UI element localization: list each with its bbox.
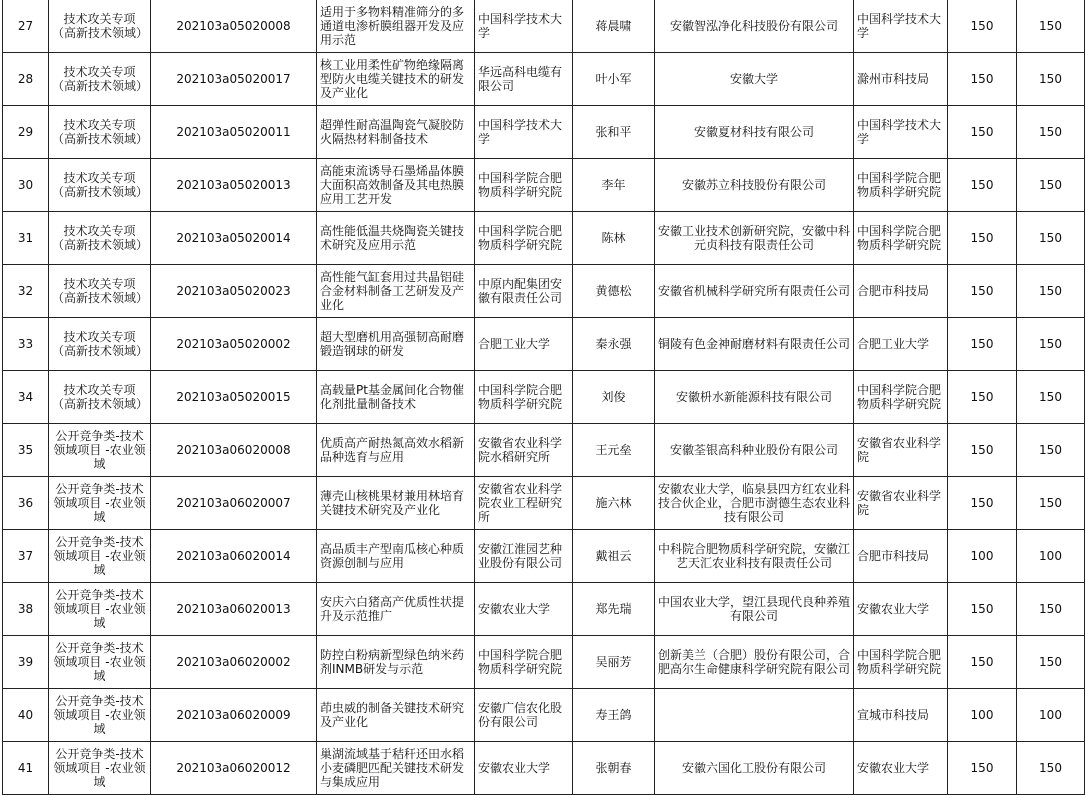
table-row <box>3 212 1085 265</box>
project-leader-cell: 陈林 <box>573 212 655 265</box>
lead-unit-cell: 中国科学院合肥物质科学研究院 <box>475 371 573 424</box>
category-cell: 技术攻关专项 （高新技术领域） <box>49 53 151 106</box>
provincial-funding-cell: 150 <box>1017 477 1085 530</box>
partner-unit-cell: 安徽枡水新能源科技有限公司 <box>655 371 854 424</box>
project-code-cell: 202103a05020013 <box>151 159 317 212</box>
category-cell: 公开竞争类-技术领域项目 -农业领域 <box>49 742 151 795</box>
provincial-funding-cell: 150 <box>1017 371 1085 424</box>
table-row <box>3 53 1085 106</box>
category-cell: 技术攻关专项 （高新技术领域） <box>49 212 151 265</box>
project-code-cell: 202103a06020009 <box>151 689 317 742</box>
project-name-cell: 高载量Pt基金属间化合物催化剂批量制备技术 <box>317 371 475 424</box>
project-leader-cell: 秦永强 <box>573 318 655 371</box>
project-code-cell: 202103a06020013 <box>151 583 317 636</box>
project-name-cell: 适用于多物料精准筛分的多通道电渗析膜组器开发及应用示范 <box>317 0 475 53</box>
recommending-unit-cell: 安徽省农业科学院 <box>854 424 948 477</box>
total-funding-cell: 150 <box>948 265 1017 318</box>
partner-unit-cell: 安徽大学 <box>655 53 854 106</box>
project-code-cell: 202103a05020015 <box>151 371 317 424</box>
table-row <box>3 742 1085 795</box>
category-cell: 公开竞争类-技术领域项目 -农业领域 <box>49 689 151 742</box>
project-name-cell: 高性能气缸套用过共晶铝硅合金材料制备工艺研发及产业化 <box>317 265 475 318</box>
provincial-funding-cell: 150 <box>1017 318 1085 371</box>
project-name-cell: 薄壳山核桃果材兼用林培育关键技术研究及产业化 <box>317 477 475 530</box>
recommending-unit-cell: 中国科学技术大学 <box>854 0 948 53</box>
project-code-cell: 202103a05020017 <box>151 53 317 106</box>
total-funding-cell: 150 <box>948 583 1017 636</box>
total-funding-cell: 100 <box>948 689 1017 742</box>
project-leader-cell: 黄德松 <box>573 265 655 318</box>
category-cell: 技术攻关专项 （高新技术领域） <box>49 265 151 318</box>
recommending-unit-cell: 中国科学院合肥物质科学研究院 <box>854 371 948 424</box>
provincial-funding-cell: 100 <box>1017 689 1085 742</box>
provincial-funding-cell: 150 <box>1017 212 1085 265</box>
provincial-funding-cell: 150 <box>1017 424 1085 477</box>
project-code-cell: 202103a05020014 <box>151 212 317 265</box>
lead-unit-cell: 中国科学院合肥物质科学研究院 <box>475 159 573 212</box>
project-name-cell: 高性能低温共烧陶瓷关键技术研究及应用示范 <box>317 212 475 265</box>
project-code-cell: 202103a06020007 <box>151 477 317 530</box>
table-row <box>3 583 1085 636</box>
partner-unit-cell: 安徽六国化工股份有限公司 <box>655 742 854 795</box>
total-funding-cell: 150 <box>948 159 1017 212</box>
project-leader-cell: 张朝春 <box>573 742 655 795</box>
row-number-cell: 40 <box>3 689 49 742</box>
partner-unit-cell: 安徽工业技术创新研究院，安徽中科元贞科技有限责任公司 <box>655 212 854 265</box>
project-name-cell: 高品质丰产型南瓜核心种质资源创制与应用 <box>317 530 475 583</box>
total-funding-cell: 150 <box>948 106 1017 159</box>
project-code-cell: 202103a05020002 <box>151 318 317 371</box>
lead-unit-cell: 安徽江淮园艺种业股份有限公司 <box>475 530 573 583</box>
project-leader-cell: 张和平 <box>573 106 655 159</box>
project-name-cell: 巢湖流域基于秸秆还田水稻小麦磷肥匹配关键技术研发与集成应用 <box>317 742 475 795</box>
project-leader-cell: 戴祖云 <box>573 530 655 583</box>
lead-unit-cell: 中国科学院合肥物质科学研究院 <box>475 212 573 265</box>
category-cell: 技术攻关专项 （高新技术领域） <box>49 106 151 159</box>
category-cell: 技术攻关专项 （高新技术领域） <box>49 0 151 53</box>
recommending-unit-cell: 中国科学院合肥物质科学研究院 <box>854 636 948 689</box>
project-leader-cell: 蒋晨啸 <box>573 0 655 53</box>
recommending-unit-cell: 中国科学院合肥物质科学研究院 <box>854 159 948 212</box>
recommending-unit-cell: 中国科学技术大学 <box>854 106 948 159</box>
provincial-funding-cell: 150 <box>1017 265 1085 318</box>
provincial-funding-cell: 100 <box>1017 530 1085 583</box>
project-leader-cell: 郑先瑞 <box>573 583 655 636</box>
project-leader-cell: 刘俊 <box>573 371 655 424</box>
category-cell: 公开竞争类-技术领域项目 -农业领域 <box>49 583 151 636</box>
row-number-cell: 32 <box>3 265 49 318</box>
row-number-cell: 39 <box>3 636 49 689</box>
partner-unit-cell: 安徽夏材科技有限公司 <box>655 106 854 159</box>
recommending-unit-cell: 合肥工业大学 <box>854 318 948 371</box>
table-row <box>3 636 1085 689</box>
row-number-cell: 36 <box>3 477 49 530</box>
project-name-cell: 超大型磨机用高强韧高耐磨锻造钢球的研发 <box>317 318 475 371</box>
category-cell: 公开竞争类-技术领域项目 -农业领域 <box>49 424 151 477</box>
row-number-cell: 33 <box>3 318 49 371</box>
project-code-cell: 202103a05020023 <box>151 265 317 318</box>
row-number-cell: 37 <box>3 530 49 583</box>
partner-unit-cell: 安徽智泓净化科技股份有限公司 <box>655 0 854 53</box>
recommending-unit-cell: 安徽农业大学 <box>854 583 948 636</box>
table-row <box>3 371 1085 424</box>
total-funding-cell: 150 <box>948 636 1017 689</box>
project-code-cell: 202103a06020002 <box>151 636 317 689</box>
project-leader-cell: 吴丽芳 <box>573 636 655 689</box>
table-row <box>3 265 1085 318</box>
project-table <box>2 0 1085 795</box>
table-row <box>3 530 1085 583</box>
total-funding-cell: 150 <box>948 318 1017 371</box>
lead-unit-cell: 华远高科电缆有限公司 <box>475 53 573 106</box>
recommending-unit-cell: 合肥市科技局 <box>854 265 948 318</box>
project-code-cell: 202103a05020008 <box>151 0 317 53</box>
table-row <box>3 159 1085 212</box>
category-cell: 公开竞争类-技术领域项目 -农业领域 <box>49 530 151 583</box>
partner-unit-cell <box>655 689 854 742</box>
project-code-cell: 202103a05020011 <box>151 106 317 159</box>
total-funding-cell: 150 <box>948 424 1017 477</box>
row-number-cell: 31 <box>3 212 49 265</box>
provincial-funding-cell: 150 <box>1017 742 1085 795</box>
table-row <box>3 689 1085 742</box>
row-number-cell: 28 <box>3 53 49 106</box>
table-row <box>3 106 1085 159</box>
project-name-cell: 超弹性耐高温陶瓷气凝胶防火隔热材料制备技术 <box>317 106 475 159</box>
row-number-cell: 38 <box>3 583 49 636</box>
project-leader-cell: 李年 <box>573 159 655 212</box>
category-cell: 技术攻关专项 （高新技术领域） <box>49 159 151 212</box>
project-code-cell: 202103a06020014 <box>151 530 317 583</box>
category-cell: 公开竞争类-技术领域项目 -农业领域 <box>49 477 151 530</box>
lead-unit-cell: 安徽省农业科学院农业工程研究所 <box>475 477 573 530</box>
partner-unit-cell: 安徽荃银高科种业股份有限公司 <box>655 424 854 477</box>
total-funding-cell: 150 <box>948 742 1017 795</box>
project-name-cell: 高能束流诱导石墨烯晶体膜大面积高效制备及其电热膜应用工艺开发 <box>317 159 475 212</box>
lead-unit-cell: 中国科学院合肥物质科学研究院 <box>475 636 573 689</box>
recommending-unit-cell: 中国科学院合肥物质科学研究院 <box>854 212 948 265</box>
table-row <box>3 318 1085 371</box>
total-funding-cell: 150 <box>948 371 1017 424</box>
category-cell: 公开竞争类-技术领域项目 -农业领域 <box>49 636 151 689</box>
lead-unit-cell: 中国科学技术大学 <box>475 0 573 53</box>
table-row <box>3 0 1085 53</box>
row-number-cell: 35 <box>3 424 49 477</box>
category-cell: 技术攻关专项 （高新技术领域） <box>49 371 151 424</box>
total-funding-cell: 150 <box>948 53 1017 106</box>
row-number-cell: 29 <box>3 106 49 159</box>
table-row <box>3 424 1085 477</box>
project-leader-cell: 寿王鸽 <box>573 689 655 742</box>
provincial-funding-cell: 150 <box>1017 0 1085 53</box>
lead-unit-cell: 合肥工业大学 <box>475 318 573 371</box>
lead-unit-cell: 中原内配集团安徽有限责任公司 <box>475 265 573 318</box>
project-name-cell: 防控白粉病新型绿色纳米药剂INMB研发与示范 <box>317 636 475 689</box>
provincial-funding-cell: 150 <box>1017 106 1085 159</box>
project-name-cell: 优质高产耐热氮高效水稻新品种选育与应用 <box>317 424 475 477</box>
total-funding-cell: 150 <box>948 212 1017 265</box>
partner-unit-cell: 铜陵有色金神耐磨材料有限责任公司 <box>655 318 854 371</box>
project-leader-cell: 叶小军 <box>573 53 655 106</box>
provincial-funding-cell: 150 <box>1017 159 1085 212</box>
project-code-cell: 202103a06020012 <box>151 742 317 795</box>
provincial-funding-cell: 150 <box>1017 636 1085 689</box>
total-funding-cell: 150 <box>948 0 1017 53</box>
lead-unit-cell: 安徽省农业科学院水稻研究所 <box>475 424 573 477</box>
table-row <box>3 477 1085 530</box>
recommending-unit-cell: 滁州市科技局 <box>854 53 948 106</box>
partner-unit-cell: 中科院合肥物质科学研究院，安徽江艺天汇农业科技有限责任公司 <box>655 530 854 583</box>
recommending-unit-cell: 安徽省农业科学院 <box>854 477 948 530</box>
provincial-funding-cell: 150 <box>1017 53 1085 106</box>
row-number-cell: 30 <box>3 159 49 212</box>
partner-unit-cell: 安徽苏立科技股份有限公司 <box>655 159 854 212</box>
partner-unit-cell: 安徽农业大学，临泉县四方红农业科技合伙企业，合肥市澍德生态农业科技有限公司 <box>655 477 854 530</box>
row-number-cell: 27 <box>3 0 49 53</box>
lead-unit-cell: 安徽农业大学 <box>475 583 573 636</box>
provincial-funding-cell: 150 <box>1017 583 1085 636</box>
project-leader-cell: 施六林 <box>573 477 655 530</box>
total-funding-cell: 150 <box>948 477 1017 530</box>
row-number-cell: 41 <box>3 742 49 795</box>
total-funding-cell: 100 <box>948 530 1017 583</box>
partner-unit-cell: 创新美兰（合肥）股份有限公司，合肥高尔生命健康科学研究院有限公司 <box>655 636 854 689</box>
recommending-unit-cell: 安徽农业大学 <box>854 742 948 795</box>
project-name-cell: 核工业用柔性矿物绝缘隔离型防火电缆关键技术的研发及产业化 <box>317 53 475 106</box>
recommending-unit-cell: 宣城市科技局 <box>854 689 948 742</box>
lead-unit-cell: 安徽农业大学 <box>475 742 573 795</box>
recommending-unit-cell: 合肥市科技局 <box>854 530 948 583</box>
project-name-cell: 安庆六白猪高产优质性状提升及示范推广 <box>317 583 475 636</box>
project-leader-cell: 王元垒 <box>573 424 655 477</box>
partner-unit-cell: 中国农业大学，望江县现代良种养殖有限公司 <box>655 583 854 636</box>
table-body <box>3 0 1085 795</box>
project-code-cell: 202103a06020008 <box>151 424 317 477</box>
project-name-cell: 茚虫威的制备关键技术研究及产业化 <box>317 689 475 742</box>
lead-unit-cell: 安徽广信农化股份有限公司 <box>475 689 573 742</box>
row-number-cell: 34 <box>3 371 49 424</box>
category-cell: 技术攻关专项 （高新技术领域） <box>49 318 151 371</box>
partner-unit-cell: 安徽省机械科学研究所有限责任公司 <box>655 265 854 318</box>
lead-unit-cell: 中国科学技术大学 <box>475 106 573 159</box>
